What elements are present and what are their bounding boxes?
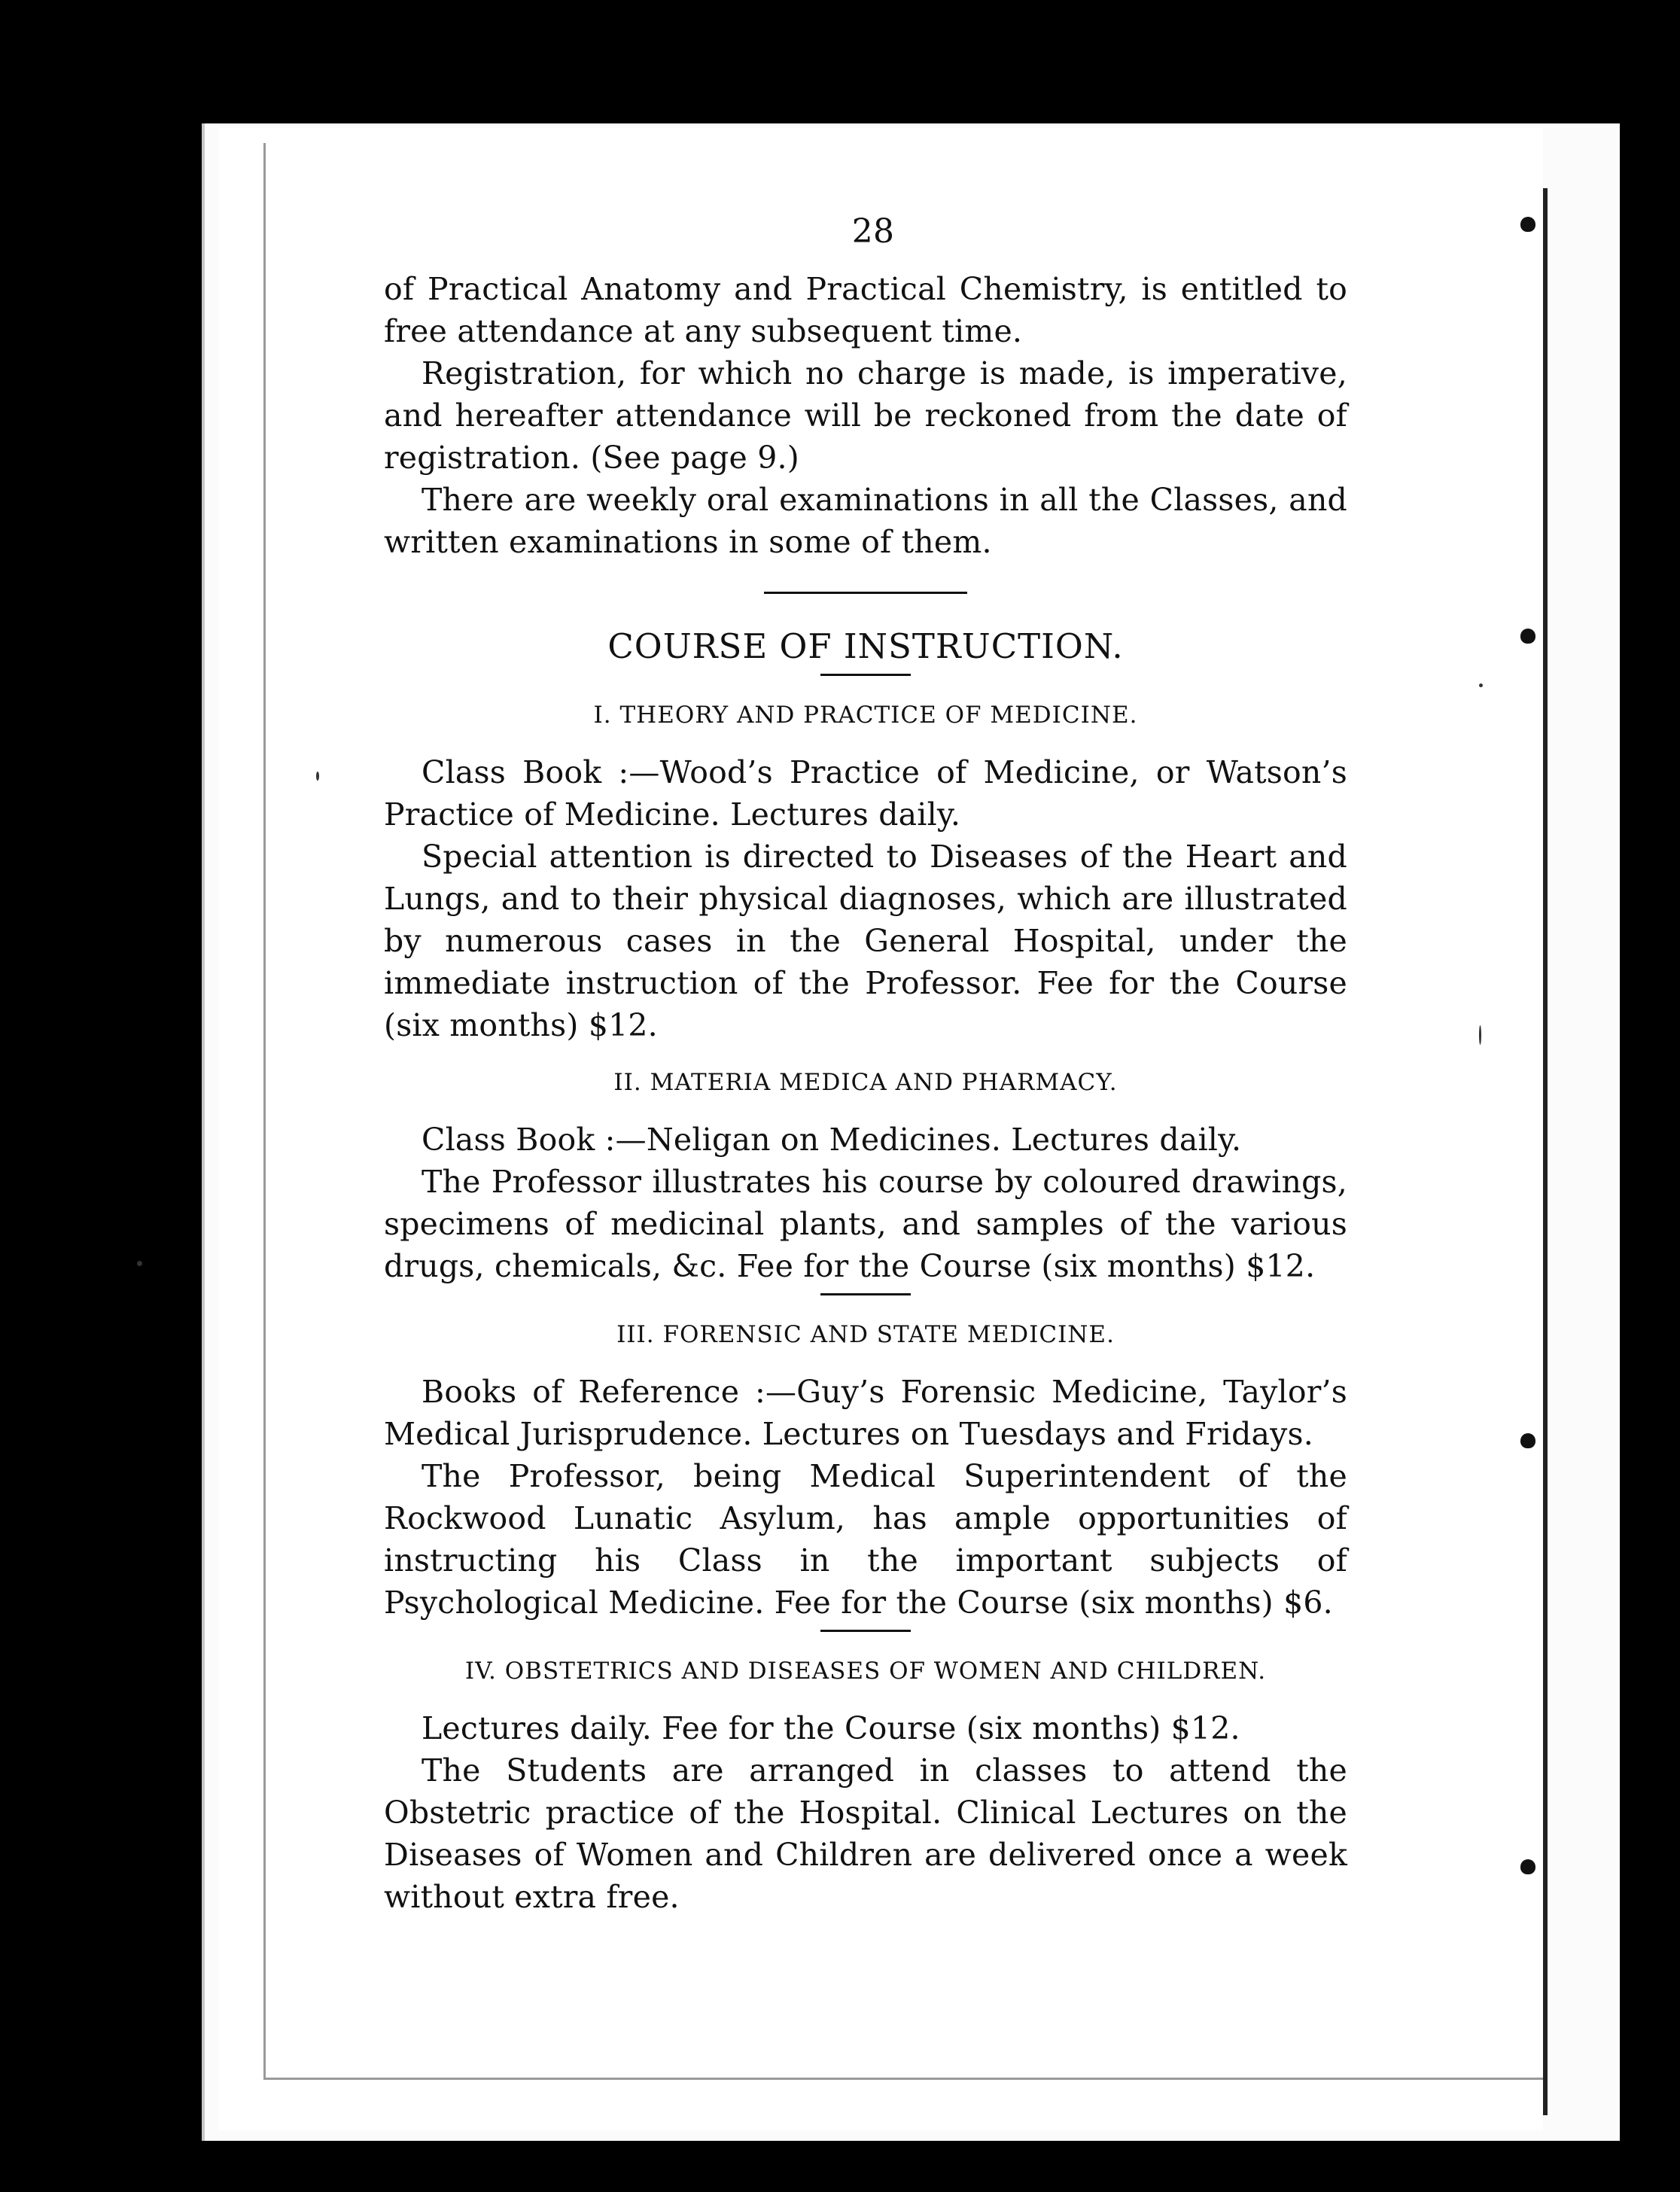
main-heading: COURSE OF INSTRUCTION. xyxy=(607,626,1124,666)
section-paragraph: Special attention is directed to Diseases of the Heart and Lungs, and to their physical diagnoses, which are illustrated by numerous cases in the General Hospital, under the immediate instruction of the Professor. Fee for the Course (six months) $12. xyxy=(384,839,1347,1043)
section-paragraph: The Students are arranged in classes to attend the Obstetric practice of the Hospital. Clinical Lectures on the Diseases of Women and Children are delivered once a week without extra free. xyxy=(384,1752,1347,1915)
section-divider xyxy=(764,592,967,594)
intro-paragraph: There are weekly oral examinations in all the Classes, and written examinations in some of them. xyxy=(384,482,1347,560)
intro-paragraph: of Practical Anatomy and Practical Chemistry, is entitled to free attendance at any subsequent time. xyxy=(384,271,1347,349)
binding-mark xyxy=(1513,1859,1543,1874)
section-underline xyxy=(820,1293,911,1295)
section-heading: IV. OBSTETRICS AND DISEASES OF WOMEN AND CHILDREN. xyxy=(464,1658,1267,1685)
speck xyxy=(316,772,319,781)
heading-underline xyxy=(820,674,911,676)
page-number: 28 xyxy=(851,212,895,251)
binding-mark xyxy=(1513,217,1543,232)
binding-mark xyxy=(1513,1433,1543,1448)
section-paragraph: The Professor illustrates his course by coloured drawings, specimens of medicinal plants, and samples of the various drugs, chemicals, &c. Fee for the Course (six months) $12. xyxy=(384,1164,1347,1284)
speck xyxy=(137,1261,142,1266)
intro-paragraph: Registration, for which no charge is made, is imperative, and hereafter attendance will be reckoned from the date of registration. (See page 9.) xyxy=(384,355,1347,476)
speck xyxy=(1479,1025,1481,1045)
section-paragraph: Class Book :—Neligan on Medicines. Lectures daily. xyxy=(422,1122,1242,1158)
section-paragraph: Class Book :—Wood’s Practice of Medicine, or Watson’s Practice of Medicine. Lectures daily. xyxy=(384,754,1347,833)
page-edge xyxy=(1543,188,1548,2115)
binding-mark xyxy=(1513,629,1543,644)
section-heading: III. FORENSIC AND STATE MEDICINE. xyxy=(616,1321,1115,1348)
speck xyxy=(1479,683,1483,687)
section-heading: I. THEORY AND PRACTICE OF MEDICINE. xyxy=(593,702,1138,729)
page-text xyxy=(384,211,1347,1918)
section-paragraph: Lectures daily. Fee for the Course (six months) $12. xyxy=(422,1710,1240,1746)
section-paragraph: Books of Reference :—Guy’s Forensic Medicine, Taylor’s Medical Jurisprudence. Lectures on Tuesdays and Fridays. xyxy=(384,1374,1347,1452)
section-paragraph: The Professor, being Medical Superintendent of the Rockwood Lunatic Asylum, has ample opportunities of instructing his Class in the important subjects of Psychological Medicine. Fee for the Course (six months) $6. xyxy=(384,1458,1347,1621)
section-underline xyxy=(820,1630,911,1632)
section-heading: II. MATERIA MEDICA AND PHARMACY. xyxy=(613,1069,1118,1096)
